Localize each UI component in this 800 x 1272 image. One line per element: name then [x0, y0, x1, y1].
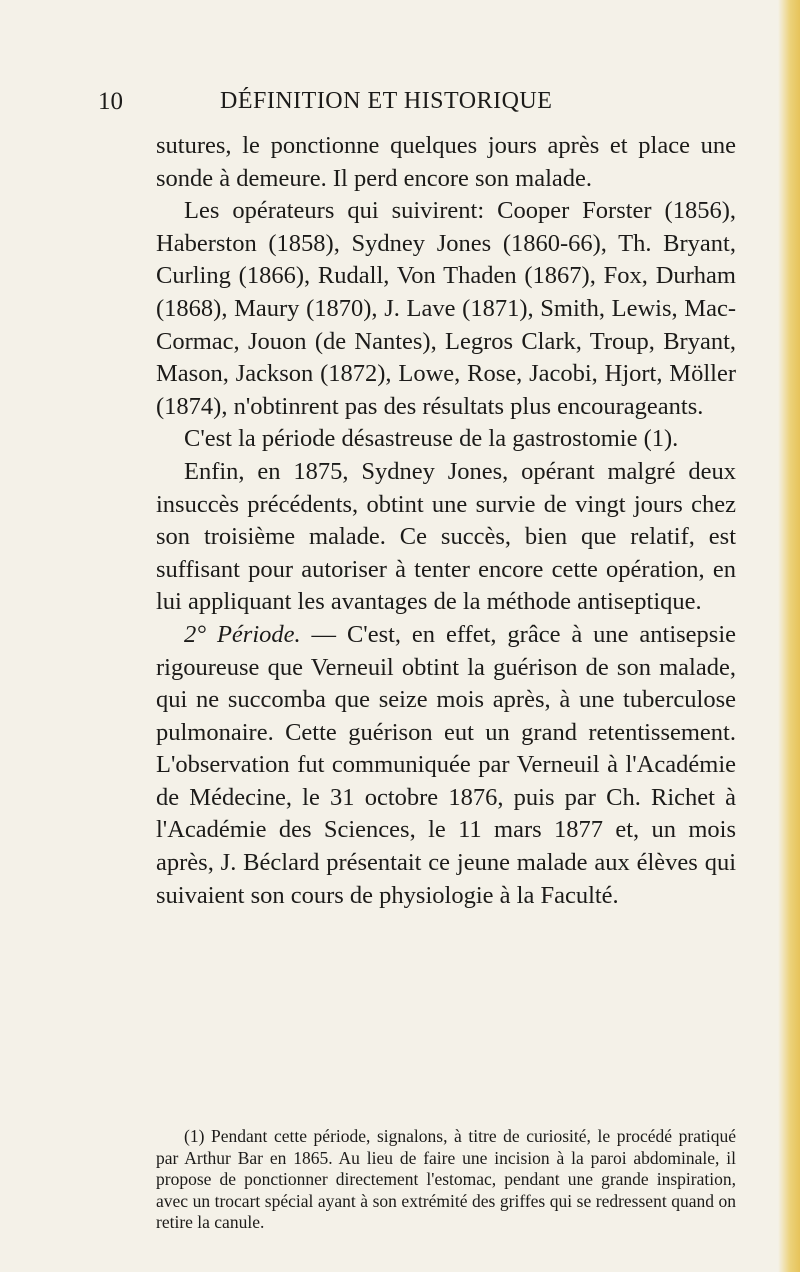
paragraph-5	[156, 619, 736, 912]
paragraph-3: C'est la période désastreuse de la gastrostomie (1).	[184, 425, 679, 453]
paragraph-5-text: — C'est, en effet, grâce à une antisepsie rigoureuse que Verneuil obtint la guérison de son malade, qui ne succomba que seize mois après, à une tuberculose pulmonaire. Cette guérison eut un grand retentissement. L'observation fut communiquée par Verneuil à l'Académie de Médecine, le 31 octobre 1876, puis par Ch. Richet à l'Académie des Sciences, le 11 mars 1877 et, un mois après, J. Béclard présentait ce jeune malade aux élèves qui suivaient son cours de physiologie à la Faculté.	[156, 620, 737, 909]
page-number: 10	[98, 88, 123, 115]
section-label: 2° Période.	[184, 620, 301, 648]
running-title: DÉFINITION ET HISTORIQUE	[220, 88, 553, 114]
paragraph-2: Les opérateurs qui suivirent: Cooper Forster (1856), Haberston (1858), Sydney Jones (1860-66), Th. Bryant, Curling (1866), Rudall, Von Thaden (1867), Fox, Durham (1868), Maury (1870), J. Lave (1871), Smith, Lewis, Mac-Cormac, Jouon (de Nantes), Legros Clark, Troup, Bryant, Mason, Jackson (1872), Lowe, Rose, Jacobi, Hjort, Möller (1874), n'obtinrent pas des résultats plus encourageants.	[156, 197, 736, 420]
page-edge	[778, 0, 800, 1272]
footnote: (1) Pendant cette période, signalons, à titre de curiosité, le procédé pratiqué par Arthur Bar en 1865. Au lieu de faire une incision à la paroi abdominale, il propose de ponctionner directement l'estomac, pendant une grande inspiration, avec un trocart spécial ayant à son extrémité des griffes qui se redressent quand on retire la canule.	[156, 1126, 736, 1232]
paragraph-1: sutures, le ponctionne quelques jours après et place une sonde à demeure. Il perd encore son malade.	[156, 132, 736, 192]
page-header	[98, 88, 650, 128]
paragraph-4: Enfin, en 1875, Sydney Jones, opérant malgré deux insuccès précédents, obtint une survie de vingt jours chez son troisième malade. Ce succès, bien que relatif, est suffisant pour autoriser à tenter encore cette opération, en lui appliquant les avantages de la méthode antiseptique.	[156, 457, 736, 616]
main-text	[156, 130, 736, 912]
